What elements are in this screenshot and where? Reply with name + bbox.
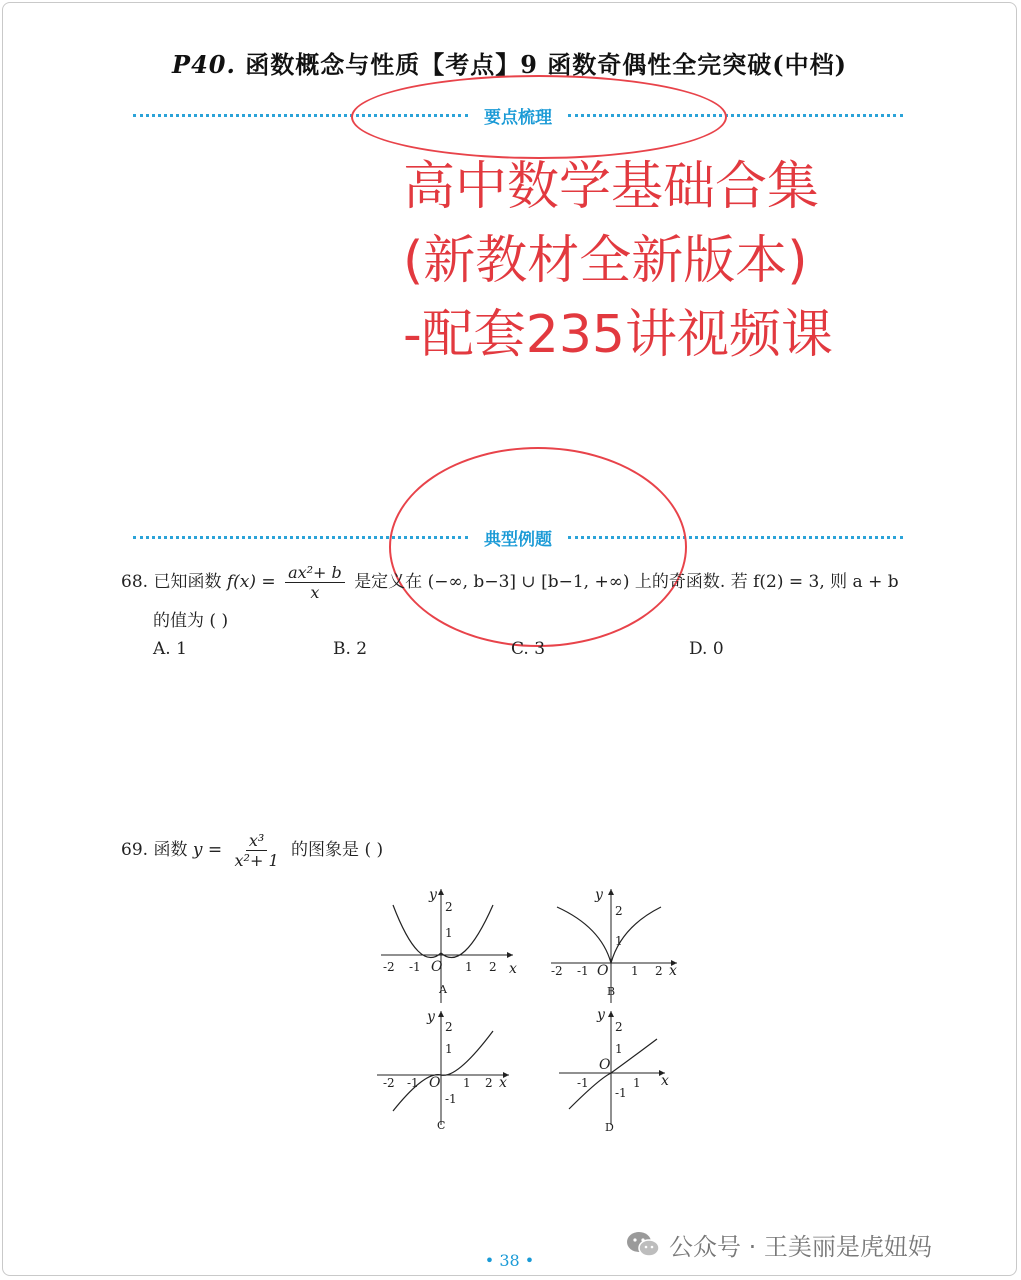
graph-b-tick-x2: 2 [655,964,663,978]
q68-option-d: D. 0 [689,639,724,659]
title-main: 函数概念与性质【考点】9 函数奇偶性全完突破(中档) [235,50,847,79]
graph-c-tick-ym1: -1 [445,1092,457,1106]
q69-y: y = [192,840,223,860]
graph-d-tick-y2: 2 [615,1020,623,1034]
q68-numerator: ax²+ b [285,563,345,583]
q69-rest: 的图象是 ( ) [291,840,384,860]
graph-b [551,887,677,1003]
wechat-watermark [625,1227,932,1262]
graph-d-tick-y1: 1 [615,1042,623,1056]
graph-a-tick-xm1: -1 [409,960,421,974]
graph-d-tick-xm1: -1 [577,1076,589,1090]
graph-c-x-label: x [499,1075,507,1091]
graph-b-tick-y1: 1 [615,934,623,948]
red-ellipse-annotation-middle [389,447,687,647]
watermark-text: 公众号 · 王美丽是虎妞妈 [669,1233,932,1261]
graph-b-tick-xm2: -2 [551,964,563,978]
examples-heading: 典型例题 [484,529,552,550]
graph-a-tick-y2: 2 [445,900,453,914]
graph-c-tick-x1: 1 [463,1076,471,1090]
q68-fx: f(x) = [226,572,276,592]
graph-d-origin: O [599,1057,611,1073]
q69-numerator: x³ [246,831,267,851]
graph-a-tick-xm2: -2 [383,960,395,974]
graph-a-label: A [439,983,447,996]
promo-line-1: 高中数学基础合集 [403,157,820,217]
graph-a-tick-x2: 2 [489,960,497,974]
graph-b-tick-y2: 2 [615,904,623,918]
promo-line-3: -配套235讲视频课 [403,305,834,365]
graph-b-x-label: x [669,963,677,979]
graph-b-origin: O [597,963,609,979]
graph-c-y-label: y [427,1009,435,1025]
graph-a-x-label: x [509,961,517,977]
question-68 [121,563,899,602]
graph-b-tick-x1: 1 [631,964,639,978]
answer-graphs [369,883,689,1143]
graph-c [377,1009,509,1132]
q68-option-b: B. 2 [333,639,368,659]
q69-fraction [232,831,282,870]
graph-a [381,887,517,1003]
title-prefix: P40. [172,50,236,79]
wechat-icon [625,1230,661,1260]
q68-rest: 是定义在 (−∞, b−3] ∪ [b−1, +∞) 上的奇函数. 若 f(2) = 3, 则 a + b [354,572,899,592]
graph-c-tick-xm2: -2 [383,1076,395,1090]
promo-line-2: (新教材全新版本) [403,231,808,291]
graph-b-y-label: y [595,887,603,903]
graph-a-tick-y1: 1 [445,926,453,940]
graph-b-label: B [607,985,616,998]
graph-d-label: D [605,1121,614,1134]
red-ellipse-annotation-top [351,75,727,159]
graph-c-tick-y1: 1 [445,1042,453,1056]
graph-c-origin: O [429,1075,441,1091]
q68-option-c: C. 3 [511,639,546,659]
q68-option-a: A. 1 [153,639,187,659]
q68-line-2: 的值为 ( ) [153,611,229,631]
page-number: • 38 • [484,1251,535,1270]
document-page [2,2,1017,1276]
key-points-heading: 要点梳理 [484,107,552,128]
q68-number-text: 68. 已知函数 [121,572,222,592]
graph-c-tick-xm1: -1 [407,1076,419,1090]
graph-d [559,1007,669,1134]
graph-a-tick-x1: 1 [465,960,473,974]
q69-denominator: x²+ 1 [234,851,279,870]
graph-d-y-label: y [597,1007,605,1023]
q69-number-text: 69. 函数 [121,840,188,860]
graph-a-origin: O [431,959,443,975]
graph-d-tick-x1: 1 [633,1076,641,1090]
graph-a-y-label: y [429,887,437,903]
q68-fraction [285,563,345,602]
graph-c-tick-x2: 2 [485,1076,493,1090]
q68-denominator: x [310,583,320,602]
question-69 [121,831,383,870]
graph-d-tick-ym1: -1 [615,1086,627,1100]
graph-b-tick-xm1: -1 [577,964,589,978]
graph-c-tick-y2: 2 [445,1020,453,1034]
graph-c-label: C [437,1119,446,1132]
graph-d-x-label: x [661,1073,669,1089]
